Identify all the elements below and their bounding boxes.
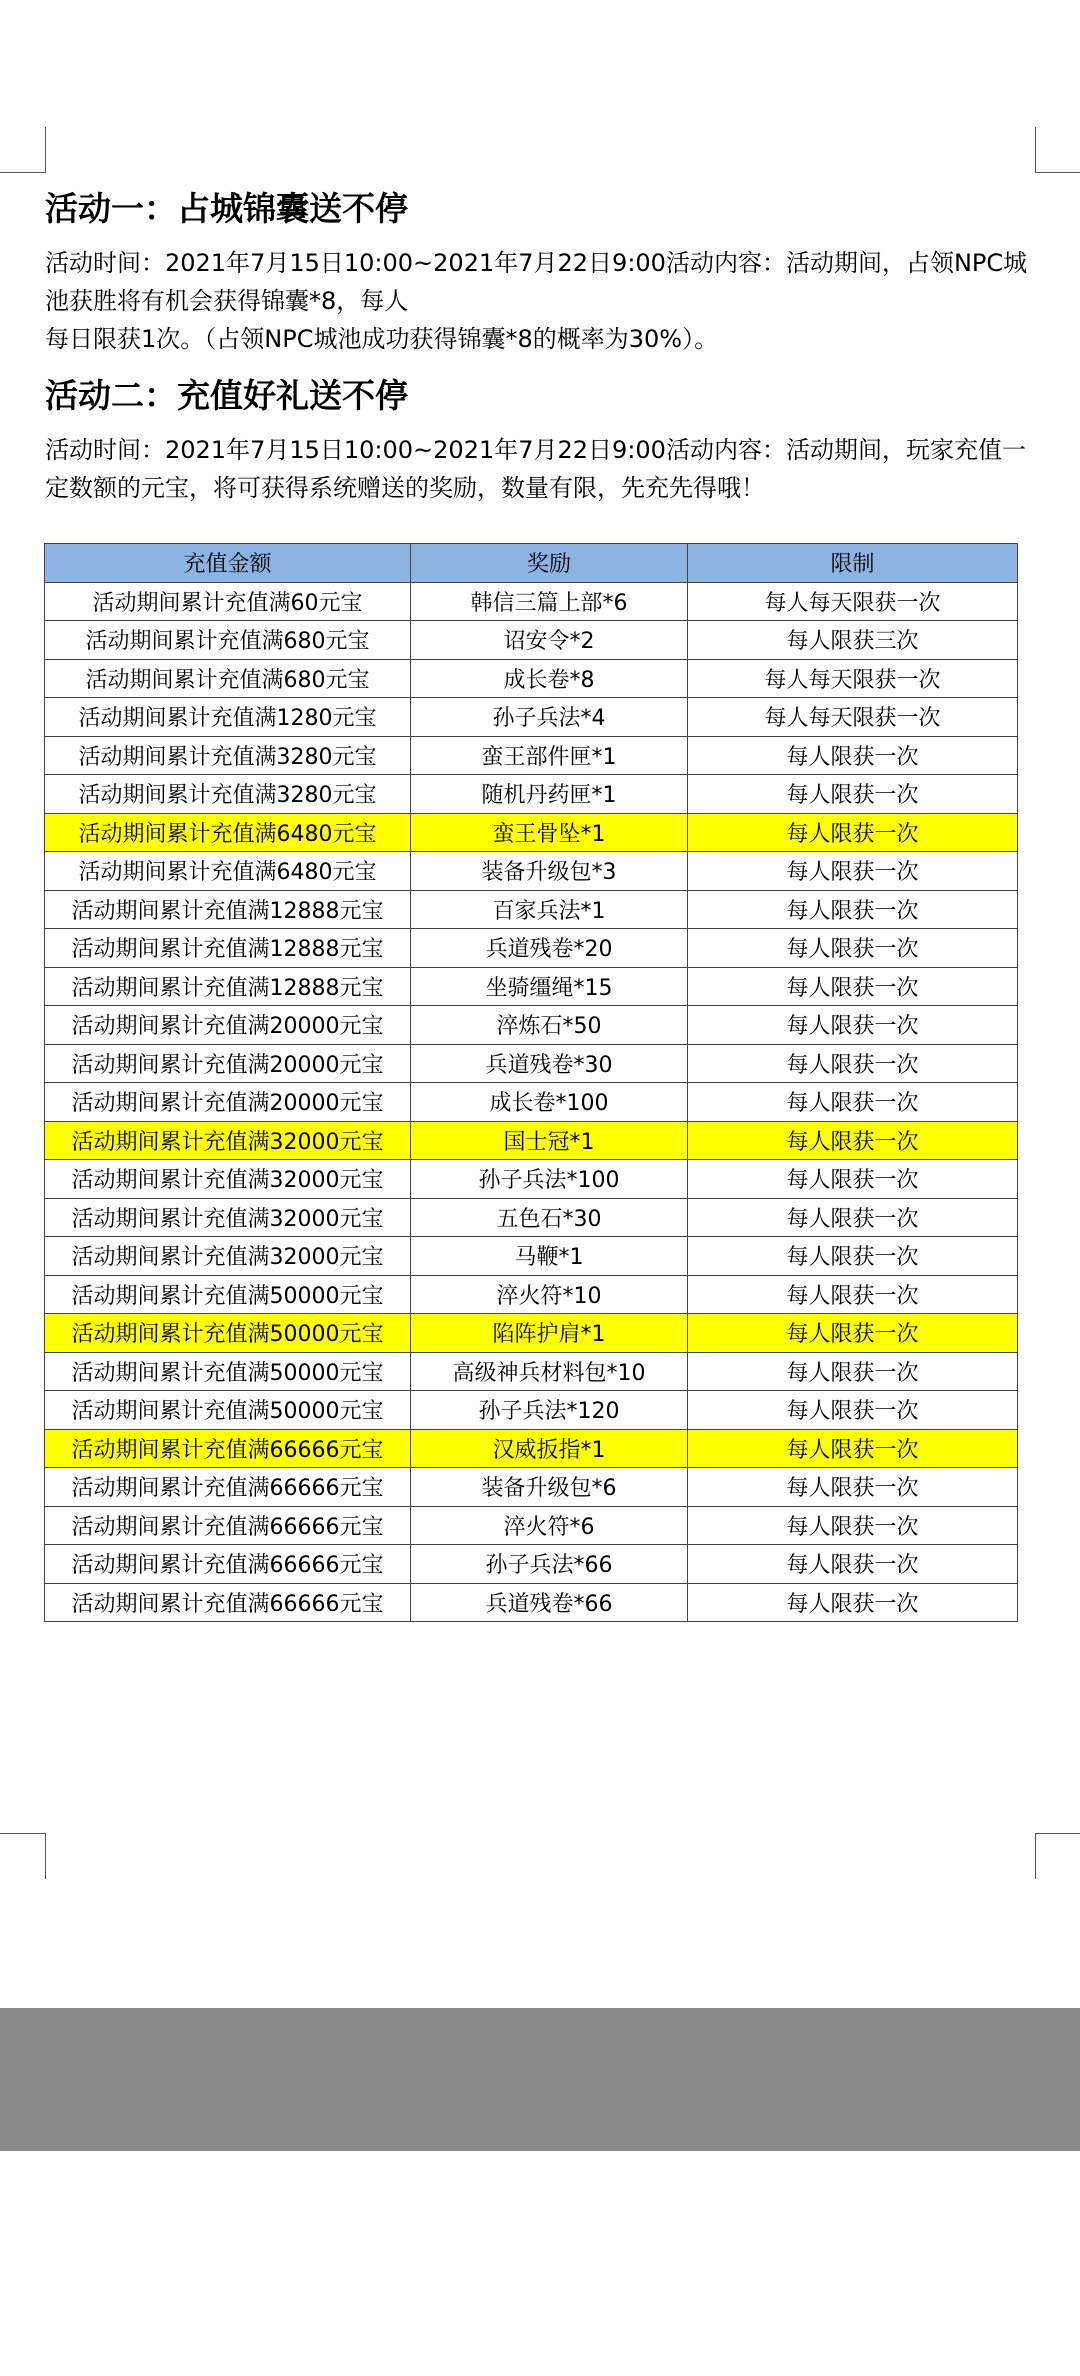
- table-row: [45, 1121, 1018, 1160]
- cell-amount: 活动期间累计充值满12888元宝: [45, 929, 411, 968]
- cell-amount: 活动期间累计充值满32000元宝: [45, 1237, 411, 1276]
- cell-limit: 每人每天限获一次: [688, 582, 1018, 621]
- cell-limit: 每人限获一次: [688, 890, 1018, 929]
- cell-amount: 活动期间累计充值满3280元宝: [45, 775, 411, 814]
- table-row: [45, 1275, 1018, 1314]
- cell-amount: 活动期间累计充值满12888元宝: [45, 890, 411, 929]
- cell-amount: 活动期间累计充值满66666元宝: [45, 1583, 411, 1622]
- cell-limit: 每人限获一次: [688, 1198, 1018, 1237]
- cell-limit: 每人限获三次: [688, 621, 1018, 660]
- cell-reward: 蛮王部件匣*1: [411, 736, 688, 775]
- cell-amount: 活动期间累计充值满20000元宝: [45, 1006, 411, 1045]
- cell-limit: 每人限获一次: [688, 1352, 1018, 1391]
- table-row: [45, 1352, 1018, 1391]
- table-row: [45, 1006, 1018, 1045]
- table-row: [45, 775, 1018, 814]
- cell-reward: 随机丹药匣*1: [411, 775, 688, 814]
- table-row: [45, 1237, 1018, 1276]
- cell-reward: 孙子兵法*4: [411, 698, 688, 737]
- cell-limit: 每人限获一次: [688, 1044, 1018, 1083]
- header-reward: 奖励: [411, 544, 688, 583]
- table-row: [45, 967, 1018, 1006]
- cell-limit: 每人限获一次: [688, 1468, 1018, 1507]
- cell-limit: 每人限获一次: [688, 1314, 1018, 1353]
- cell-reward: 淬炼石*50: [411, 1006, 688, 1045]
- reward-table: [44, 543, 1018, 1622]
- cell-amount: 活动期间累计充值满50000元宝: [45, 1391, 411, 1430]
- cell-reward: 孙子兵法*100: [411, 1160, 688, 1199]
- cell-amount: 活动期间累计充值满66666元宝: [45, 1545, 411, 1584]
- cell-reward: 装备升级包*3: [411, 852, 688, 891]
- cell-limit: 每人限获一次: [688, 775, 1018, 814]
- table-row: [45, 1429, 1018, 1468]
- header-limit: 限制: [688, 544, 1018, 583]
- table-row: [45, 890, 1018, 929]
- cell-reward: 坐骑缰绳*15: [411, 967, 688, 1006]
- table-header-row: [45, 544, 1018, 583]
- cell-limit: 每人限获一次: [688, 1083, 1018, 1122]
- table-row: [45, 659, 1018, 698]
- cell-reward: 诏安令*2: [411, 621, 688, 660]
- cell-amount: 活动期间累计充值满32000元宝: [45, 1160, 411, 1199]
- cell-limit: 每人限获一次: [688, 1545, 1018, 1584]
- cell-amount: 活动期间累计充值满1280元宝: [45, 698, 411, 737]
- cell-reward: 兵道残卷*30: [411, 1044, 688, 1083]
- activity2-description: 活动时间：2021年7月15日10:00~2021年7月22日9:00活动内容：活动期间，玩家充值一定数额的元宝，将可获得系统赠送的奖励，数量有限，先充先得哦！: [45, 436, 1026, 502]
- cell-amount: 活动期间累计充值满50000元宝: [45, 1275, 411, 1314]
- table-row: [45, 1545, 1018, 1584]
- table-row: [45, 1083, 1018, 1122]
- cell-amount: 活动期间累计充值满3280元宝: [45, 736, 411, 775]
- cell-amount: 活动期间累计充值满6480元宝: [45, 813, 411, 852]
- table-row: [45, 582, 1018, 621]
- activity1-line2: 每日限获1次。（占领NPC城池成功获得锦囊*8的概率为30%）。: [45, 325, 719, 353]
- page-separator-bar: [0, 2008, 1080, 2151]
- cell-amount: 活动期间累计充值满680元宝: [45, 621, 411, 660]
- table-row: [45, 1391, 1018, 1430]
- cell-reward: 百家兵法*1: [411, 890, 688, 929]
- cell-amount: 活动期间累计充值满66666元宝: [45, 1506, 411, 1545]
- table-row: [45, 1198, 1018, 1237]
- cell-limit: 每人限获一次: [688, 1275, 1018, 1314]
- cell-reward: 淬火符*10: [411, 1275, 688, 1314]
- cell-limit: 每人每天限获一次: [688, 659, 1018, 698]
- table-row: [45, 1506, 1018, 1545]
- activity1-line1: 活动时间：2021年7月15日10:00~2021年7月22日9:00活动内容：活动期间，占领NPC城池获胜将有机会获得锦囊*8，每人: [45, 249, 1028, 315]
- table-row: [45, 852, 1018, 891]
- cell-reward: 兵道残卷*66: [411, 1583, 688, 1622]
- cell-limit: 每人限获一次: [688, 1006, 1018, 1045]
- cell-reward: 汉威扳指*1: [411, 1429, 688, 1468]
- cell-amount: 活动期间累计充值满66666元宝: [45, 1468, 411, 1507]
- cell-amount: 活动期间累计充值满20000元宝: [45, 1083, 411, 1122]
- cell-limit: 每人限获一次: [688, 1583, 1018, 1622]
- cell-reward: 装备升级包*6: [411, 1468, 688, 1507]
- cell-limit: 每人限获一次: [688, 929, 1018, 968]
- table-row: [45, 736, 1018, 775]
- cell-limit: 每人限获一次: [688, 736, 1018, 775]
- cell-limit: 每人限获一次: [688, 1237, 1018, 1276]
- cell-reward: 孙子兵法*66: [411, 1545, 688, 1584]
- cell-reward: 成长卷*100: [411, 1083, 688, 1122]
- cell-reward: 陷阵护肩*1: [411, 1314, 688, 1353]
- cell-reward: 高级神兵材料包*10: [411, 1352, 688, 1391]
- table-row: [45, 1314, 1018, 1353]
- cell-amount: 活动期间累计充值满12888元宝: [45, 967, 411, 1006]
- cell-reward: 成长卷*8: [411, 659, 688, 698]
- header-amount: 充值金额: [45, 544, 411, 583]
- activity1-title: 活动一：占城锦囊送不停: [45, 189, 408, 228]
- cell-reward: 孙子兵法*120: [411, 1391, 688, 1430]
- table-row: [45, 1044, 1018, 1083]
- page-corner-mark-bottom-left: [0, 1833, 46, 1879]
- cell-reward: 五色石*30: [411, 1198, 688, 1237]
- table-row: [45, 929, 1018, 968]
- cell-limit: 每人每天限获一次: [688, 698, 1018, 737]
- table-row: [45, 813, 1018, 852]
- table-row: [45, 1160, 1018, 1199]
- cell-amount: 活动期间累计充值满60元宝: [45, 582, 411, 621]
- cell-limit: 每人限获一次: [688, 1160, 1018, 1199]
- page-corner-mark-top-right: [1035, 127, 1080, 173]
- cell-limit: 每人限获一次: [688, 967, 1018, 1006]
- cell-amount: 活动期间累计充值满6480元宝: [45, 852, 411, 891]
- cell-amount: 活动期间累计充值满32000元宝: [45, 1121, 411, 1160]
- cell-reward: 韩信三篇上部*6: [411, 582, 688, 621]
- table-row: [45, 1468, 1018, 1507]
- cell-amount: 活动期间累计充值满66666元宝: [45, 1429, 411, 1468]
- cell-reward: 国士冠*1: [411, 1121, 688, 1160]
- activity1-description: [45, 244, 1035, 358]
- cell-limit: 每人限获一次: [688, 813, 1018, 852]
- cell-limit: 每人限获一次: [688, 1506, 1018, 1545]
- table-row: [45, 1583, 1018, 1622]
- cell-limit: 每人限获一次: [688, 1429, 1018, 1468]
- cell-amount: 活动期间累计充值满50000元宝: [45, 1352, 411, 1391]
- page-corner-mark-top-left: [0, 127, 46, 173]
- cell-limit: 每人限获一次: [688, 1121, 1018, 1160]
- cell-amount: 活动期间累计充值满50000元宝: [45, 1314, 411, 1353]
- cell-limit: 每人限获一次: [688, 1391, 1018, 1430]
- cell-reward: 马鞭*1: [411, 1237, 688, 1276]
- table-row: [45, 698, 1018, 737]
- cell-reward: 淬火符*6: [411, 1506, 688, 1545]
- cell-reward: 兵道残卷*20: [411, 929, 688, 968]
- cell-limit: 每人限获一次: [688, 852, 1018, 891]
- table-body: [45, 582, 1018, 1622]
- page-corner-mark-bottom-right: [1035, 1833, 1080, 1879]
- cell-reward: 蛮王骨坠*1: [411, 813, 688, 852]
- activity2-title: 活动二：充值好礼送不停: [45, 376, 408, 415]
- table-row: [45, 621, 1018, 660]
- cell-amount: 活动期间累计充值满680元宝: [45, 659, 411, 698]
- cell-amount: 活动期间累计充值满32000元宝: [45, 1198, 411, 1237]
- cell-amount: 活动期间累计充值满20000元宝: [45, 1044, 411, 1083]
